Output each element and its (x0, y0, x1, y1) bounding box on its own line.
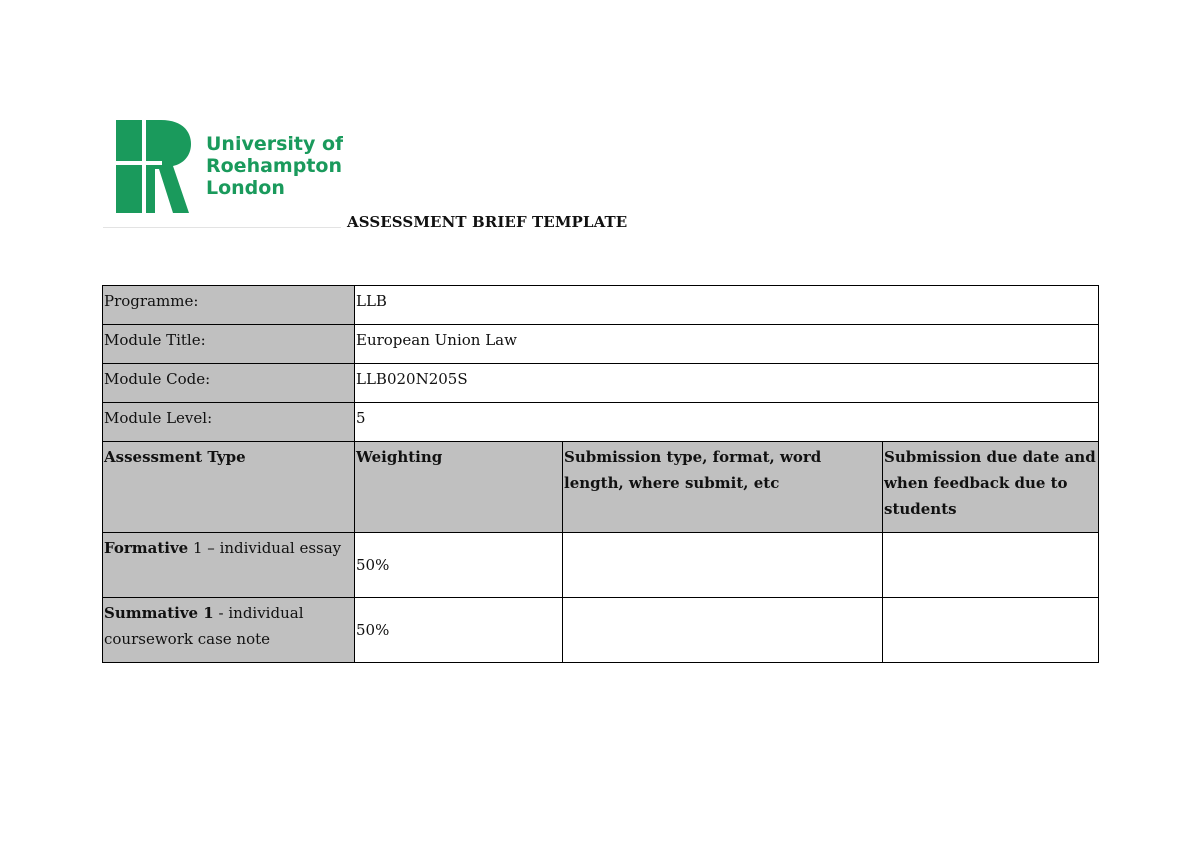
weighting-cell: 50% (355, 598, 563, 663)
assessment-brief-table (102, 285, 1099, 663)
header-weighting: Weighting (355, 442, 563, 533)
assessment-type-cell (103, 598, 355, 663)
module-code-value: LLB020N205S (355, 364, 1099, 403)
programme-label: Programme: (103, 286, 355, 325)
assessment-type-rest: 1 – individual essay (188, 539, 342, 557)
submission-cell (563, 533, 883, 598)
programme-value: LLB (355, 286, 1099, 325)
logo-text-line3: London (206, 177, 285, 199)
university-logo (103, 104, 343, 228)
table-row (103, 598, 1099, 663)
roehampton-logo-graphic (103, 104, 343, 228)
header-assessment-type: Assessment Type (103, 442, 355, 533)
logo-text-line2: Roehampton (206, 155, 342, 177)
module-code-label: Module Code: (103, 364, 355, 403)
module-title-label: Module Title: (103, 325, 355, 364)
assessment-type-cell (103, 533, 355, 598)
module-code-row (103, 364, 1099, 403)
programme-row (103, 286, 1099, 325)
document-title: ASSESSMENT BRIEF TEMPLATE (347, 213, 628, 231)
module-title-value: European Union Law (355, 325, 1099, 364)
assessment-type-rest: - individual coursework case note (104, 604, 304, 648)
header-submission-type: Submission type, format, word length, where submit, etc (563, 442, 883, 533)
module-level-label: Module Level: (103, 403, 355, 442)
header-due-date: Submission due date and when feedback due to students (883, 442, 1099, 533)
module-title-row (103, 325, 1099, 364)
submission-cell (563, 598, 883, 663)
due-date-cell (883, 598, 1099, 663)
assessment-type-bold: Summative 1 (104, 604, 214, 622)
table-row (103, 533, 1099, 598)
assessment-header-row (103, 442, 1099, 533)
due-date-cell (883, 533, 1099, 598)
module-level-value: 5 (355, 403, 1099, 442)
logo-divider (103, 227, 341, 228)
logo-text-line1: University of (206, 133, 343, 155)
assessment-type-bold: Formative (104, 539, 189, 557)
module-level-row (103, 403, 1099, 442)
weighting-cell: 50% (355, 533, 563, 598)
